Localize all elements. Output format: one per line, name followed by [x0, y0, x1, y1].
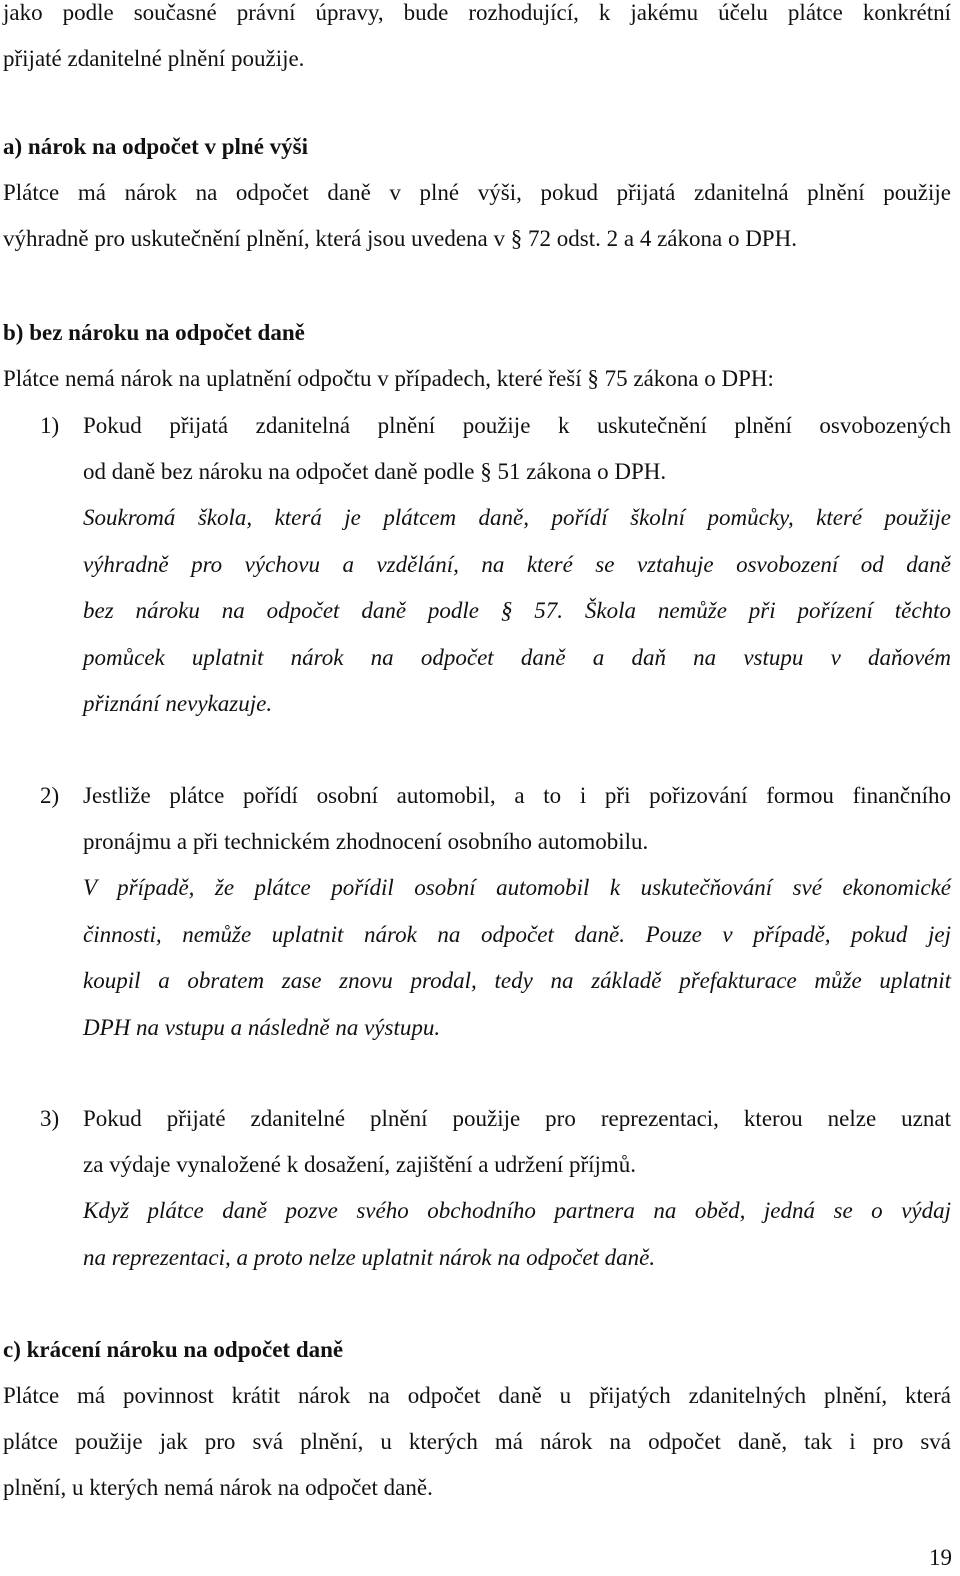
example-paragraph: [40, 1188, 951, 1281]
section-c-line-3: plnění, u kterých nemá nárok na odpočet daně.: [3, 1475, 433, 1500]
list-item-number: 1): [40, 413, 60, 438]
list-item-line-2: od daně bez nároku na odpočet daně podle § 51 zákona o DPH.: [83, 459, 667, 484]
section-a-line-2: výhradně pro uskutečnění plnění, která jsou uvedena v § 72 odst. 2 a 4 zákona o DPH.: [3, 226, 797, 251]
page-number: 19: [929, 1545, 952, 1570]
example-line: Soukromá škola, která je plátcem daně, pořídí školní pomůcky, které použije: [83, 505, 951, 530]
example-paragraph: [40, 495, 951, 728]
list-item-line-2: pronájmu a při technickém zhodnocení osobního automobilu.: [83, 829, 649, 854]
example-line: DPH na vstupu a následně na výstupu.: [83, 1014, 441, 1040]
list-item-line-1: Pokud přijaté zdanitelné plnění použije pro reprezentaci, kterou nelze uznat: [83, 1106, 951, 1131]
example-paragraph: [40, 865, 951, 1051]
list-item-1: [40, 403, 951, 728]
section-c-line-2: plátce použije jak pro svá plnění, u kterých má nárok na odpočet daně, tak i pro svá: [3, 1429, 951, 1454]
intro-line-1: jako podle současné právní úpravy, bude rozhodující, k jakému účelu plátce konkrétní: [3, 0, 951, 25]
intro-line-2: přijaté zdanitelné plnění použije.: [3, 46, 305, 71]
section-a-paragraph: [3, 170, 951, 262]
list-item-number: 3): [40, 1106, 60, 1131]
section-b-heading: b) bez nároku na odpočet daně: [3, 320, 305, 345]
section-c-paragraph: [3, 1373, 951, 1511]
section-a-heading: a) nárok na odpočet v plné výši: [3, 134, 309, 159]
example-line: na reprezentaci, a proto nelze uplatnit nárok na odpočet daně.: [83, 1244, 656, 1270]
list-item-line-1: Pokud přijatá zdanitelná plnění použije k uskutečnění plnění osvobozených: [83, 413, 951, 438]
section-b-intro: Plátce nemá nárok na uplatnění odpočtu v případech, které řeší § 75 zákona o DPH:: [3, 366, 774, 391]
list-item-line-2: za výdaje vynaložené k dosažení, zajištění a udržení příjmů.: [83, 1152, 637, 1177]
example-line: činnosti, nemůže uplatnit nárok na odpočet daně. Pouze v případě, pokud jej: [83, 921, 951, 947]
example-line: V případě, že plátce pořídil osobní automobil k uskutečňování své ekonomické: [83, 875, 951, 900]
example-line: bez nároku na odpočet daně podle § 57. Škola nemůže při pořízení těchto: [83, 598, 951, 623]
list-item-2: [40, 773, 951, 1051]
intro-paragraph: [3, 0, 951, 82]
example-line: Když plátce daně pozve svého obchodního partnera na oběd, jedná se o výdaj: [83, 1198, 951, 1223]
example-line: výhradně pro výchovu a vzdělání, na které se vztahuje osvobození od daně: [83, 551, 951, 577]
example-line: přiznání nevykazuje.: [83, 691, 273, 716]
list-item-line-1: Jestliže plátce pořídí osobní automobil, a to i při pořizování formou finančního: [83, 783, 951, 808]
list-item-number: 2): [40, 783, 60, 808]
section-c-line-1: Plátce má povinnost krátit nárok na odpočet daně u přijatých zdanitelných plnění, která: [3, 1383, 951, 1408]
section-c-heading: c) krácení nároku na odpočet daně: [3, 1337, 344, 1362]
section-a-line-1: Plátce má nárok na odpočet daně v plné výši, pokud přijatá zdanitelná plnění použije: [3, 180, 951, 205]
list-item-3: [40, 1096, 951, 1281]
example-line: koupil a obratem zase znovu prodal, tedy na základě přefakturace může uplatnit: [83, 968, 951, 993]
example-line: pomůcek uplatnit nárok na odpočet daně a daň na vstupu v daňovém: [83, 644, 951, 670]
